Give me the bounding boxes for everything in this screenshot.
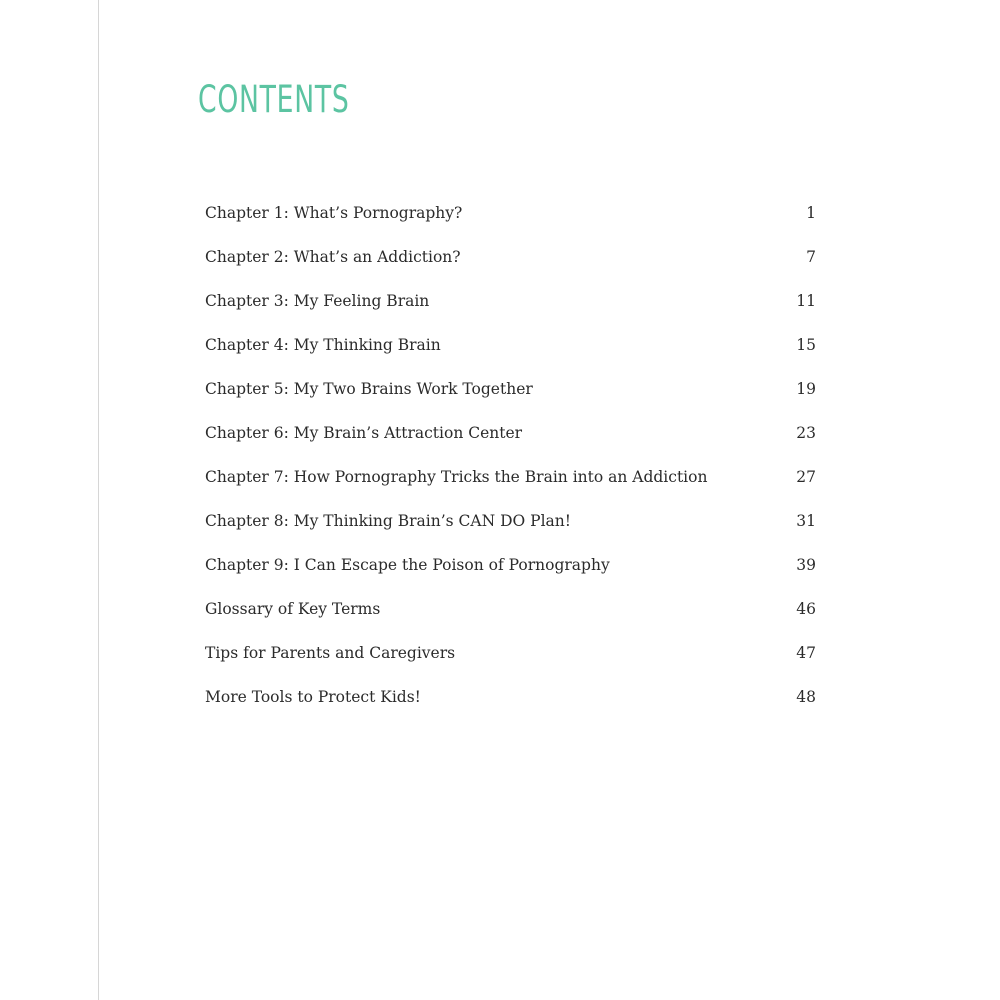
toc-entry[interactable] [205,600,816,644]
toc-entry-page-number: 48 [796,688,816,706]
toc-entry[interactable] [205,336,816,380]
toc-entry-label: Chapter 7: How Pornography Tricks the Brain into an Addiction [205,468,708,486]
toc-entry[interactable] [205,292,816,336]
toc-entry-label: Chapter 1: What’s Pornography? [205,204,463,222]
toc-entry[interactable] [205,688,816,732]
toc-entry-page-number: 1 [806,204,816,222]
page-title: CONTENTS [198,78,350,121]
toc-entry-label: Chapter 9: I Can Escape the Poison of Pornography [205,556,610,574]
toc-entry-page-number: 46 [796,600,816,618]
toc-entry-page-number: 27 [796,468,816,486]
toc-entry-page-number: 31 [796,512,816,530]
toc-entry[interactable] [205,512,816,556]
toc-entry-label: Chapter 6: My Brain’s Attraction Center [205,424,523,442]
toc-entry-label: Chapter 3: My Feeling Brain [205,292,430,310]
page-gutter-divider [98,0,99,1000]
toc-entry[interactable] [205,468,816,512]
toc-entry-page-number: 11 [796,292,816,310]
toc-entry-label: Chapter 2: What’s an Addiction? [205,248,461,266]
toc-entry-label: More Tools to Protect Kids! [205,688,421,706]
toc-entry-page-number: 47 [796,644,816,662]
toc-entry-page-number: 7 [806,248,816,266]
toc-entry-label: Chapter 8: My Thinking Brain’s CAN DO Plan! [205,512,571,530]
toc-entry-page-number: 19 [796,380,816,398]
toc-entry[interactable] [205,248,816,292]
toc-entry-label: Glossary of Key Terms [205,600,381,618]
toc-entry[interactable] [205,380,816,424]
toc-entry-page-number: 39 [796,556,816,574]
toc-entry[interactable] [205,556,816,600]
table-of-contents [205,204,816,732]
toc-entry-label: Chapter 4: My Thinking Brain [205,336,441,354]
toc-entry-page-number: 15 [796,336,816,354]
toc-entry[interactable] [205,424,816,468]
toc-entry-label: Tips for Parents and Caregivers [205,644,456,662]
toc-entry-label: Chapter 5: My Two Brains Work Together [205,380,533,398]
toc-entry[interactable] [205,204,816,248]
toc-entry[interactable] [205,644,816,688]
toc-entry-page-number: 23 [796,424,816,442]
